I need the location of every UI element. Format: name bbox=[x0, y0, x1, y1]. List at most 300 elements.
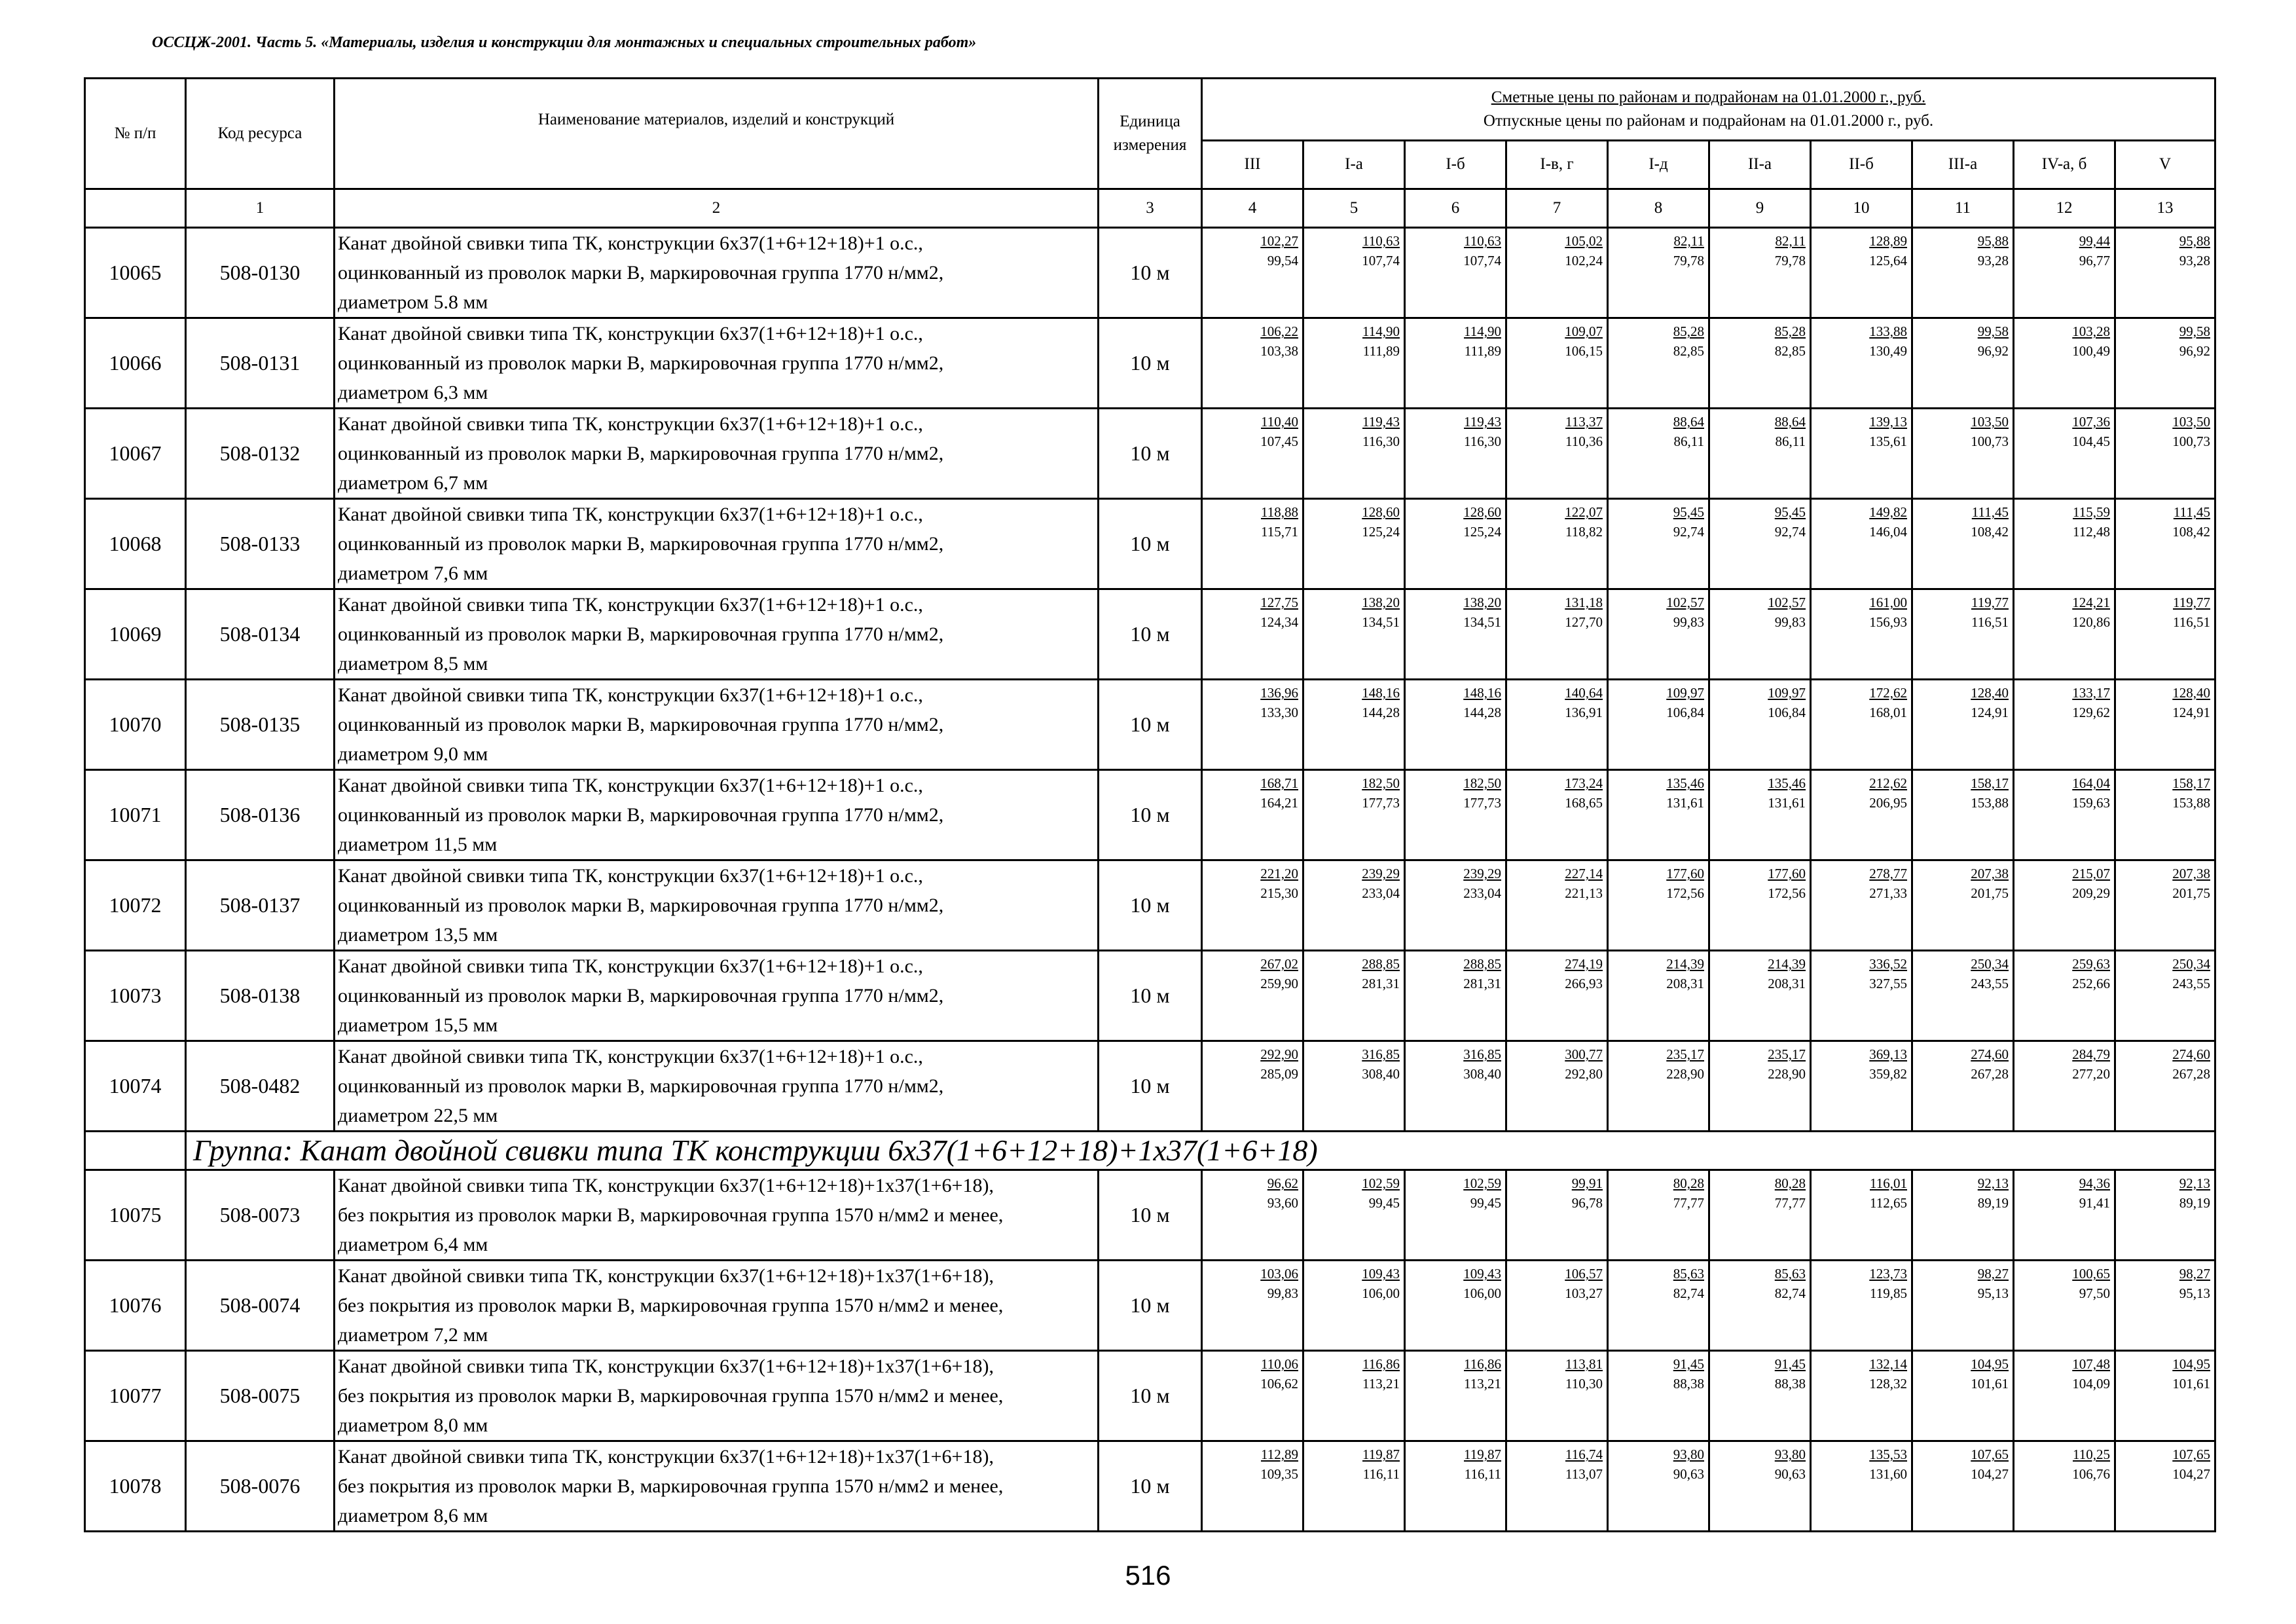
estimate-price: 172,62 bbox=[1869, 685, 1907, 701]
release-price: 112,65 bbox=[1870, 1195, 1907, 1211]
release-price: 86,11 bbox=[1775, 434, 1806, 449]
estimate-price: 300,77 bbox=[1565, 1046, 1603, 1062]
header-unit: Единица измерения bbox=[1099, 79, 1202, 189]
price-cell bbox=[2014, 1170, 2115, 1261]
estimate-price: 132,14 bbox=[1869, 1356, 1907, 1372]
column-number: 5 bbox=[1303, 189, 1405, 228]
estimate-price: 102,59 bbox=[1463, 1175, 1501, 1191]
header-region: I-в, г bbox=[1506, 140, 1608, 189]
unit-of-measure: 10 м bbox=[1099, 770, 1202, 860]
estimate-price: 274,19 bbox=[1565, 956, 1603, 972]
estimate-price: 104,95 bbox=[1971, 1356, 2009, 1372]
estimate-price: 99,58 bbox=[1977, 323, 2009, 339]
estimate-price: 107,48 bbox=[2072, 1356, 2110, 1372]
item-name bbox=[335, 1351, 1099, 1441]
price-cell bbox=[1608, 318, 1709, 409]
release-price: 281,31 bbox=[1463, 976, 1501, 991]
release-price: 101,61 bbox=[1971, 1376, 2009, 1392]
resource-code: 508-0482 bbox=[186, 1041, 335, 1132]
estimate-price: 95,45 bbox=[1673, 504, 1704, 520]
price-cell bbox=[1202, 409, 1303, 499]
release-price: 95,13 bbox=[1977, 1285, 2009, 1301]
price-cell bbox=[1303, 499, 1405, 589]
price-cell bbox=[1303, 860, 1405, 951]
estimate-price: 119,87 bbox=[1464, 1447, 1501, 1462]
price-cell bbox=[2115, 1170, 2215, 1261]
estimate-price: 369,13 bbox=[1869, 1046, 1907, 1062]
estimate-price: 278,77 bbox=[1869, 866, 1907, 881]
release-price: 96,92 bbox=[2179, 343, 2211, 359]
resource-code: 508-0134 bbox=[186, 589, 335, 680]
estimate-price: 235,17 bbox=[1666, 1046, 1704, 1062]
estimate-price: 135,46 bbox=[1666, 775, 1704, 791]
estimate-price: 140,64 bbox=[1565, 685, 1603, 701]
table-row bbox=[85, 860, 2215, 951]
price-cell bbox=[1608, 770, 1709, 860]
item-name bbox=[335, 951, 1099, 1041]
column-number: 7 bbox=[1506, 189, 1608, 228]
estimate-price: 274,60 bbox=[1971, 1046, 2009, 1062]
column-number: 1 bbox=[186, 189, 335, 228]
price-cell bbox=[1608, 1441, 1709, 1532]
price-cell bbox=[1709, 770, 1811, 860]
price-cell bbox=[2014, 409, 2115, 499]
row-number: 10068 bbox=[85, 499, 186, 589]
price-cell bbox=[1811, 1441, 1912, 1532]
price-cell bbox=[2115, 1261, 2215, 1351]
price-cell bbox=[1405, 770, 1506, 860]
estimate-price: 131,18 bbox=[1565, 595, 1603, 610]
resource-code: 508-0073 bbox=[186, 1170, 335, 1261]
release-price: 95,13 bbox=[2179, 1285, 2211, 1301]
release-price: 106,00 bbox=[1362, 1285, 1400, 1301]
price-cell bbox=[1912, 1351, 2014, 1441]
release-price: 159,63 bbox=[2072, 795, 2110, 811]
release-price: 92,74 bbox=[1673, 524, 1704, 540]
release-price: 108,42 bbox=[1971, 524, 2009, 540]
price-cell bbox=[1506, 1041, 1608, 1132]
unit-of-measure: 10 м bbox=[1099, 951, 1202, 1041]
item-name-line: диаметром 6,4 мм bbox=[338, 1234, 488, 1255]
release-price: 267,28 bbox=[2172, 1066, 2211, 1082]
release-price: 99,83 bbox=[1673, 614, 1704, 630]
unit-of-measure: 10 м bbox=[1099, 860, 1202, 951]
price-cell bbox=[2115, 228, 2215, 318]
price-cell bbox=[1506, 318, 1608, 409]
item-name-line: Канат двойной свивки типа ТК, конструкции 6х37(1+6+12+18)+1 о.с., bbox=[338, 413, 923, 435]
estimate-price: 316,85 bbox=[1463, 1046, 1501, 1062]
price-cell bbox=[2115, 1351, 2215, 1441]
release-price: 136,91 bbox=[1565, 705, 1603, 720]
column-number: 11 bbox=[1912, 189, 2014, 228]
release-price: 116,30 bbox=[1362, 434, 1400, 449]
item-name-line: диаметром 6,7 мм bbox=[338, 472, 488, 494]
release-price: 110,30 bbox=[1565, 1376, 1603, 1392]
estimate-price: 114,90 bbox=[1464, 323, 1501, 339]
estimate-price: 227,14 bbox=[1565, 866, 1603, 881]
price-cell bbox=[1709, 409, 1811, 499]
estimate-price: 284,79 bbox=[2072, 1046, 2110, 1062]
price-cell bbox=[1202, 499, 1303, 589]
estimate-price: 112,89 bbox=[1261, 1447, 1298, 1462]
price-cell bbox=[1506, 228, 1608, 318]
release-price: 153,88 bbox=[2172, 795, 2211, 811]
estimate-price: 88,64 bbox=[1673, 414, 1704, 430]
table-row bbox=[85, 1441, 2215, 1532]
price-cell bbox=[2115, 318, 2215, 409]
item-name-line: Канат двойной свивки типа ТК, конструкции 6х37(1+6+12+18)+1 о.с., bbox=[338, 775, 923, 796]
price-cell bbox=[1506, 1261, 1608, 1351]
price-cell bbox=[1405, 409, 1506, 499]
price-cell bbox=[2014, 1441, 2115, 1532]
item-name bbox=[335, 318, 1099, 409]
item-name-line: диаметром 7,6 мм bbox=[338, 563, 488, 584]
price-cell bbox=[1709, 589, 1811, 680]
price-cell bbox=[1506, 1441, 1608, 1532]
column-number: 10 bbox=[1811, 189, 1912, 228]
estimate-price: 116,86 bbox=[1362, 1356, 1400, 1372]
estimate-price: 110,25 bbox=[2073, 1447, 2110, 1462]
price-cell bbox=[1709, 499, 1811, 589]
price-cell bbox=[1506, 499, 1608, 589]
unit-of-measure: 10 м bbox=[1099, 318, 1202, 409]
price-cell bbox=[1608, 860, 1709, 951]
row-number: 10073 bbox=[85, 951, 186, 1041]
release-price: 93,28 bbox=[1977, 253, 2009, 268]
price-cell bbox=[1912, 1041, 2014, 1132]
table-row bbox=[85, 770, 2215, 860]
price-cell bbox=[2014, 1041, 2115, 1132]
release-price: 116,11 bbox=[1464, 1466, 1501, 1482]
release-price: 104,09 bbox=[2072, 1376, 2110, 1392]
release-price: 92,74 bbox=[1774, 524, 1806, 540]
table-row bbox=[85, 499, 2215, 589]
estimate-price: 161,00 bbox=[1869, 595, 1907, 610]
price-cell bbox=[1506, 770, 1608, 860]
price-cell bbox=[1303, 1351, 1405, 1441]
release-price: 153,88 bbox=[1971, 795, 2009, 811]
estimate-price: 93,80 bbox=[1774, 1447, 1806, 1462]
item-name bbox=[335, 1261, 1099, 1351]
row-number: 10074 bbox=[85, 1041, 186, 1132]
estimate-price: 119,87 bbox=[1362, 1447, 1400, 1462]
column-number: 3 bbox=[1099, 189, 1202, 228]
estimate-price: 106,57 bbox=[1565, 1266, 1603, 1282]
item-name-line: без покрытия из проволок марки В, маркировочная группа 1570 н/мм2 и менее, bbox=[338, 1295, 1004, 1316]
item-name-line: без покрытия из проволок марки В, маркировочная группа 1570 н/мм2 и менее, bbox=[338, 1204, 1004, 1226]
column-number: 12 bbox=[2014, 189, 2115, 228]
unit-of-measure: 10 м bbox=[1099, 409, 1202, 499]
item-name-line: диаметром 11,5 мм bbox=[338, 834, 498, 855]
release-price: 243,55 bbox=[2172, 976, 2211, 991]
estimate-price: 99,91 bbox=[1571, 1175, 1603, 1191]
price-cell bbox=[1303, 1170, 1405, 1261]
item-name-line: оцинкованный из проволок марки В, маркировочная группа 1770 н/мм2, bbox=[338, 352, 944, 374]
estimate-price: 91,45 bbox=[1774, 1356, 1806, 1372]
release-price: 106,76 bbox=[2072, 1466, 2110, 1482]
release-price: 201,75 bbox=[2172, 885, 2211, 901]
estimate-price: 207,38 bbox=[2172, 866, 2211, 881]
release-price: 116,51 bbox=[1971, 614, 2009, 630]
estimate-price: 109,43 bbox=[1463, 1266, 1501, 1282]
price-cell bbox=[1811, 318, 1912, 409]
estimate-price: 128,40 bbox=[1971, 685, 2009, 701]
unit-of-measure: 10 м bbox=[1099, 1351, 1202, 1441]
estimate-price: 116,86 bbox=[1464, 1356, 1501, 1372]
price-cell bbox=[1608, 228, 1709, 318]
price-cell bbox=[1506, 409, 1608, 499]
estimate-price: 103,50 bbox=[1971, 414, 2009, 430]
estimate-price: 128,40 bbox=[2172, 685, 2211, 701]
release-price: 125,64 bbox=[1869, 253, 1907, 268]
price-cell bbox=[2014, 499, 2115, 589]
row-number: 10077 bbox=[85, 1351, 186, 1441]
estimate-price: 133,17 bbox=[2072, 685, 2110, 701]
item-name bbox=[335, 860, 1099, 951]
estimate-price: 116,74 bbox=[1565, 1447, 1603, 1462]
release-price: 135,61 bbox=[1869, 434, 1907, 449]
header-region: III bbox=[1202, 140, 1303, 189]
price-cell bbox=[1202, 1441, 1303, 1532]
estimate-price: 122,07 bbox=[1565, 504, 1603, 520]
price-cell bbox=[2014, 1351, 2115, 1441]
price-cell bbox=[1202, 1351, 1303, 1441]
price-cell bbox=[2115, 499, 2215, 589]
estimate-price: 239,29 bbox=[1362, 866, 1400, 881]
price-cell bbox=[1912, 770, 2014, 860]
estimate-price: 85,28 bbox=[1774, 323, 1806, 339]
item-name-line: оцинкованный из проволок марки В, маркировочная группа 1770 н/мм2, bbox=[338, 1075, 944, 1097]
table-row bbox=[85, 228, 2215, 318]
table-row bbox=[85, 951, 2215, 1041]
release-price: 82,74 bbox=[1774, 1285, 1806, 1301]
column-number: 6 bbox=[1405, 189, 1506, 228]
release-price: 277,20 bbox=[2072, 1066, 2110, 1082]
release-price: 208,31 bbox=[1768, 976, 1806, 991]
release-price: 177,73 bbox=[1463, 795, 1501, 811]
price-cell bbox=[1709, 1170, 1811, 1261]
estimate-price: 82,11 bbox=[1673, 233, 1704, 249]
release-price: 109,35 bbox=[1260, 1466, 1298, 1482]
release-price: 168,01 bbox=[1869, 705, 1907, 720]
page-header: ОССЦЖ-2001. Часть 5. «Материалы, изделия и конструкции для монтажных и специальных строительных работ» bbox=[152, 34, 977, 51]
price-cell bbox=[2014, 951, 2115, 1041]
price-cell bbox=[1202, 228, 1303, 318]
unit-of-measure: 10 м bbox=[1099, 680, 1202, 770]
estimate-price: 207,38 bbox=[1971, 866, 2009, 881]
price-cell bbox=[1811, 951, 1912, 1041]
item-name bbox=[335, 499, 1099, 589]
column-numbers-row bbox=[85, 189, 2215, 228]
price-cell bbox=[1811, 680, 1912, 770]
resource-code: 508-0075 bbox=[186, 1351, 335, 1441]
estimate-price: 177,60 bbox=[1666, 866, 1704, 881]
header-num: № п/п bbox=[85, 79, 186, 189]
item-name-line: оцинкованный из проволок марки В, маркировочная группа 1770 н/мм2, bbox=[338, 804, 944, 826]
release-price: 124,91 bbox=[1971, 705, 2009, 720]
price-cell bbox=[1202, 770, 1303, 860]
resource-code: 508-0136 bbox=[186, 770, 335, 860]
resource-code: 508-0130 bbox=[186, 228, 335, 318]
item-name-line: без покрытия из проволок марки В, маркировочная группа 1570 н/мм2 и менее, bbox=[338, 1475, 1004, 1497]
release-price: 172,56 bbox=[1666, 885, 1704, 901]
item-name bbox=[335, 1170, 1099, 1261]
release-price: 125,24 bbox=[1362, 524, 1400, 540]
estimate-price: 250,34 bbox=[2172, 956, 2211, 972]
release-price: 116,30 bbox=[1464, 434, 1501, 449]
item-name-line: Канат двойной свивки типа ТК, конструкции 6х37(1+6+12+18)+1х37(1+6+18), bbox=[338, 1446, 994, 1467]
estimate-price: 111,45 bbox=[1971, 504, 2009, 520]
release-price: 104,27 bbox=[1971, 1466, 2009, 1482]
estimate-price: 164,04 bbox=[2072, 775, 2110, 791]
price-cell bbox=[1709, 860, 1811, 951]
release-price: 96,92 bbox=[1977, 343, 2009, 359]
release-price: 206,95 bbox=[1869, 795, 1907, 811]
price-cell bbox=[1506, 951, 1608, 1041]
resource-code: 508-0076 bbox=[186, 1441, 335, 1532]
estimate-price: 177,60 bbox=[1768, 866, 1806, 881]
header-prices bbox=[1202, 79, 2215, 141]
release-price: 133,30 bbox=[1260, 705, 1298, 720]
price-cell bbox=[1506, 1170, 1608, 1261]
resource-code: 508-0132 bbox=[186, 409, 335, 499]
item-name-line: диаметром 13,5 мм bbox=[338, 924, 498, 946]
price-cell bbox=[1303, 589, 1405, 680]
price-cell bbox=[1405, 1041, 1506, 1132]
release-price: 259,90 bbox=[1260, 976, 1298, 991]
estimate-price: 119,43 bbox=[1464, 414, 1501, 430]
estimate-price: 92,13 bbox=[1977, 1175, 2009, 1191]
price-cell bbox=[1303, 680, 1405, 770]
release-price: 327,55 bbox=[1869, 976, 1907, 991]
row-number: 10067 bbox=[85, 409, 186, 499]
release-price: 77,77 bbox=[1673, 1195, 1704, 1211]
release-price: 146,04 bbox=[1869, 524, 1907, 540]
price-cell bbox=[2014, 1261, 2115, 1351]
item-name-line: Канат двойной свивки типа ТК, конструкции 6х37(1+6+12+18)+1 о.с., bbox=[338, 232, 923, 254]
item-name-line: диаметром 22,5 мм bbox=[338, 1105, 498, 1126]
release-price: 89,19 bbox=[1977, 1195, 2009, 1211]
price-cell bbox=[1608, 1041, 1709, 1132]
header-prices-estimate: Сметные цены по районам и подрайонам на 01.01.2000 г., руб. bbox=[1491, 88, 1926, 106]
unit-of-measure: 10 м bbox=[1099, 228, 1202, 318]
release-price: 267,28 bbox=[1971, 1066, 2009, 1082]
price-cell bbox=[1202, 1261, 1303, 1351]
release-price: 285,09 bbox=[1260, 1066, 1298, 1082]
price-cell bbox=[2115, 409, 2215, 499]
price-cell bbox=[1202, 318, 1303, 409]
header-region: V bbox=[2115, 140, 2215, 189]
page-number: 516 bbox=[1125, 1560, 1171, 1591]
estimate-price: 139,13 bbox=[1869, 414, 1907, 430]
estimate-price: 92,13 bbox=[2179, 1175, 2211, 1191]
release-price: 233,04 bbox=[1463, 885, 1501, 901]
estimate-price: 148,16 bbox=[1362, 685, 1400, 701]
estimate-price: 316,85 bbox=[1362, 1046, 1400, 1062]
row-number: 10070 bbox=[85, 680, 186, 770]
price-cell bbox=[1912, 228, 2014, 318]
item-name bbox=[335, 770, 1099, 860]
release-price: 228,90 bbox=[1768, 1066, 1806, 1082]
release-price: 127,70 bbox=[1565, 614, 1603, 630]
item-name-line: Канат двойной свивки типа ТК, конструкции 6х37(1+6+12+18)+1 о.с., bbox=[338, 323, 923, 344]
price-cell bbox=[2014, 318, 2115, 409]
release-price: 292,80 bbox=[1565, 1066, 1603, 1082]
price-cell bbox=[1912, 951, 2014, 1041]
estimate-price: 107,65 bbox=[1971, 1447, 2009, 1462]
item-name-line: оцинкованный из проволок марки В, маркировочная группа 1770 н/мм2, bbox=[338, 985, 944, 1006]
estimate-price: 136,96 bbox=[1260, 685, 1298, 701]
estimate-price: 104,95 bbox=[2172, 1356, 2211, 1372]
item-name-line: диаметром 9,0 мм bbox=[338, 743, 488, 765]
item-name-line: Канат двойной свивки типа ТК, конструкции 6х37(1+6+12+18)+1 о.с., bbox=[338, 1046, 923, 1067]
item-name-line: диаметром 8,5 мм bbox=[338, 653, 488, 674]
estimate-price: 102,57 bbox=[1666, 595, 1704, 610]
price-cell bbox=[1405, 951, 1506, 1041]
release-price: 113,21 bbox=[1362, 1376, 1400, 1392]
item-name-line: диаметром 5.8 мм bbox=[338, 291, 488, 313]
item-name bbox=[335, 589, 1099, 680]
price-cell bbox=[1405, 860, 1506, 951]
estimate-price: 138,20 bbox=[1463, 595, 1501, 610]
release-price: 243,55 bbox=[1971, 976, 2009, 991]
release-price: 107,74 bbox=[1362, 253, 1400, 268]
estimate-price: 110,06 bbox=[1261, 1356, 1298, 1372]
item-name-line: Канат двойной свивки типа ТК, конструкции 6х37(1+6+12+18)+1 о.с., bbox=[338, 504, 923, 525]
release-price: 116,11 bbox=[1362, 1466, 1400, 1482]
price-cell bbox=[1608, 1351, 1709, 1441]
release-price: 228,90 bbox=[1666, 1066, 1704, 1082]
release-price: 100,73 bbox=[1971, 434, 2009, 449]
estimate-price: 110,40 bbox=[1261, 414, 1298, 430]
price-cell bbox=[1303, 1441, 1405, 1532]
price-cell bbox=[1405, 318, 1506, 409]
column-number: 4 bbox=[1202, 189, 1303, 228]
release-price: 128,32 bbox=[1869, 1376, 1907, 1392]
release-price: 281,31 bbox=[1362, 976, 1400, 991]
estimate-price: 102,57 bbox=[1768, 595, 1806, 610]
price-cell bbox=[2115, 770, 2215, 860]
release-price: 359,82 bbox=[1869, 1066, 1907, 1082]
release-price: 112,48 bbox=[2073, 524, 2110, 540]
row-number: 10075 bbox=[85, 1170, 186, 1261]
release-price: 86,11 bbox=[1673, 434, 1704, 449]
price-cell bbox=[1405, 1441, 1506, 1532]
header-name: Наименование материалов, изделий и конструкций bbox=[335, 79, 1099, 189]
price-cell bbox=[1303, 1261, 1405, 1351]
price-cell bbox=[1405, 1261, 1506, 1351]
estimate-price: 102,27 bbox=[1260, 233, 1298, 249]
release-price: 99,45 bbox=[1470, 1195, 1501, 1211]
release-price: 111,89 bbox=[1362, 343, 1400, 359]
release-price: 164,21 bbox=[1260, 795, 1298, 811]
estimate-price: 107,65 bbox=[2172, 1447, 2211, 1462]
price-cell bbox=[1912, 409, 2014, 499]
price-cell bbox=[1303, 318, 1405, 409]
estimate-price: 288,85 bbox=[1362, 956, 1400, 972]
price-cell bbox=[2115, 1041, 2215, 1132]
estimate-price: 239,29 bbox=[1463, 866, 1501, 881]
price-cell bbox=[1811, 228, 1912, 318]
release-price: 134,51 bbox=[1362, 614, 1400, 630]
price-cell bbox=[1811, 1170, 1912, 1261]
estimate-price: 113,37 bbox=[1565, 414, 1603, 430]
resource-code: 508-0138 bbox=[186, 951, 335, 1041]
release-price: 106,15 bbox=[1565, 343, 1603, 359]
table-row bbox=[85, 409, 2215, 499]
release-price: 110,36 bbox=[1565, 434, 1603, 449]
estimate-price: 158,17 bbox=[2172, 775, 2211, 791]
